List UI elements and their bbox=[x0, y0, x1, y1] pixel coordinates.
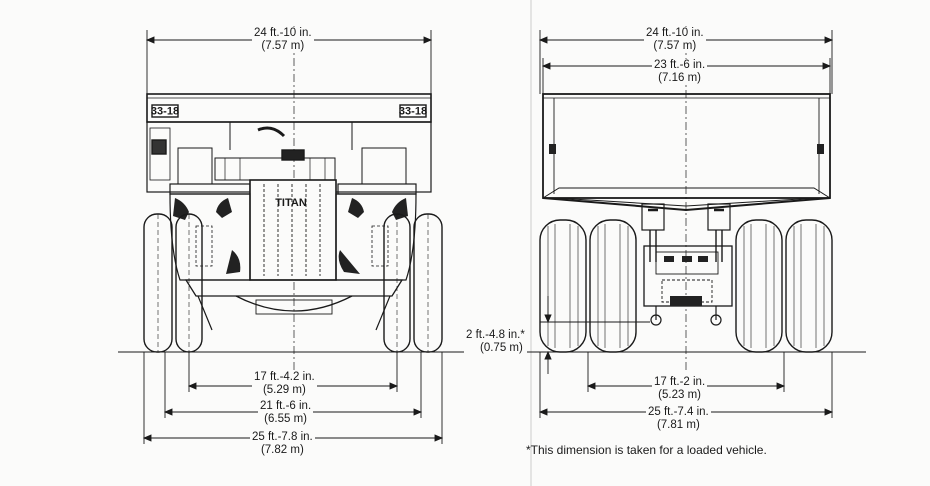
rear-overall-width-ft: 24 ft.-10 in. bbox=[254, 27, 312, 39]
front-outer-width-ft: 25 ft.-7.4 in. bbox=[648, 406, 709, 418]
rear-grille bbox=[250, 180, 336, 280]
rear-center-tread-label bbox=[258, 400, 313, 426]
front-body-width-label bbox=[652, 59, 707, 85]
rear-outer-width-ft: 25 ft.-7.8 in. bbox=[252, 431, 313, 443]
rear-outer-width-label bbox=[250, 431, 315, 457]
ground-clearance-ft: 2 ft.-4.8 in.* bbox=[466, 329, 525, 341]
ground-clearance-label bbox=[464, 329, 527, 355]
rear-inner-tread-ft: 17 ft.-4.2 in. bbox=[254, 371, 315, 383]
footnote: *This dimension is taken for a loaded vehicle. bbox=[526, 443, 767, 457]
front-outer-width-label bbox=[646, 406, 711, 432]
rear-outer-width-m: (7.82 m) bbox=[260, 444, 304, 456]
titan-badge: TITAN bbox=[275, 197, 307, 209]
front-overall-width-label bbox=[644, 27, 706, 53]
front-overall-width-ft: 24 ft.-10 in. bbox=[646, 27, 704, 39]
plate-right-text: 33-18 bbox=[398, 105, 428, 118]
front-body-width-ft: 23 ft.-6 in. bbox=[654, 59, 706, 71]
rear-inner-tread-m: (5.29 m) bbox=[262, 384, 306, 396]
rear-overall-width-m: (7.57 m) bbox=[261, 40, 305, 52]
plate-left-text: 33-18 bbox=[150, 105, 180, 118]
ground-clearance-m: (0.75 m) bbox=[480, 342, 523, 354]
front-dump-body bbox=[543, 94, 830, 198]
rear-overall-width-label bbox=[252, 27, 314, 53]
front-body-width-m: (7.16 m) bbox=[658, 72, 701, 84]
front-inner-tread-ft: 17 ft.-2 in. bbox=[654, 376, 706, 388]
front-outer-width-m: (7.81 m) bbox=[656, 419, 700, 431]
front-overall-width-m: (7.57 m) bbox=[653, 40, 697, 52]
front-inner-tread-m: (5.23 m) bbox=[658, 389, 701, 401]
rear-center-tread-m: (6.55 m) bbox=[264, 413, 307, 425]
front-inner-tread-label bbox=[652, 376, 707, 402]
rear-center-tread-ft: 21 ft.-6 in. bbox=[260, 400, 312, 412]
rear-inner-tread-label bbox=[252, 371, 317, 397]
